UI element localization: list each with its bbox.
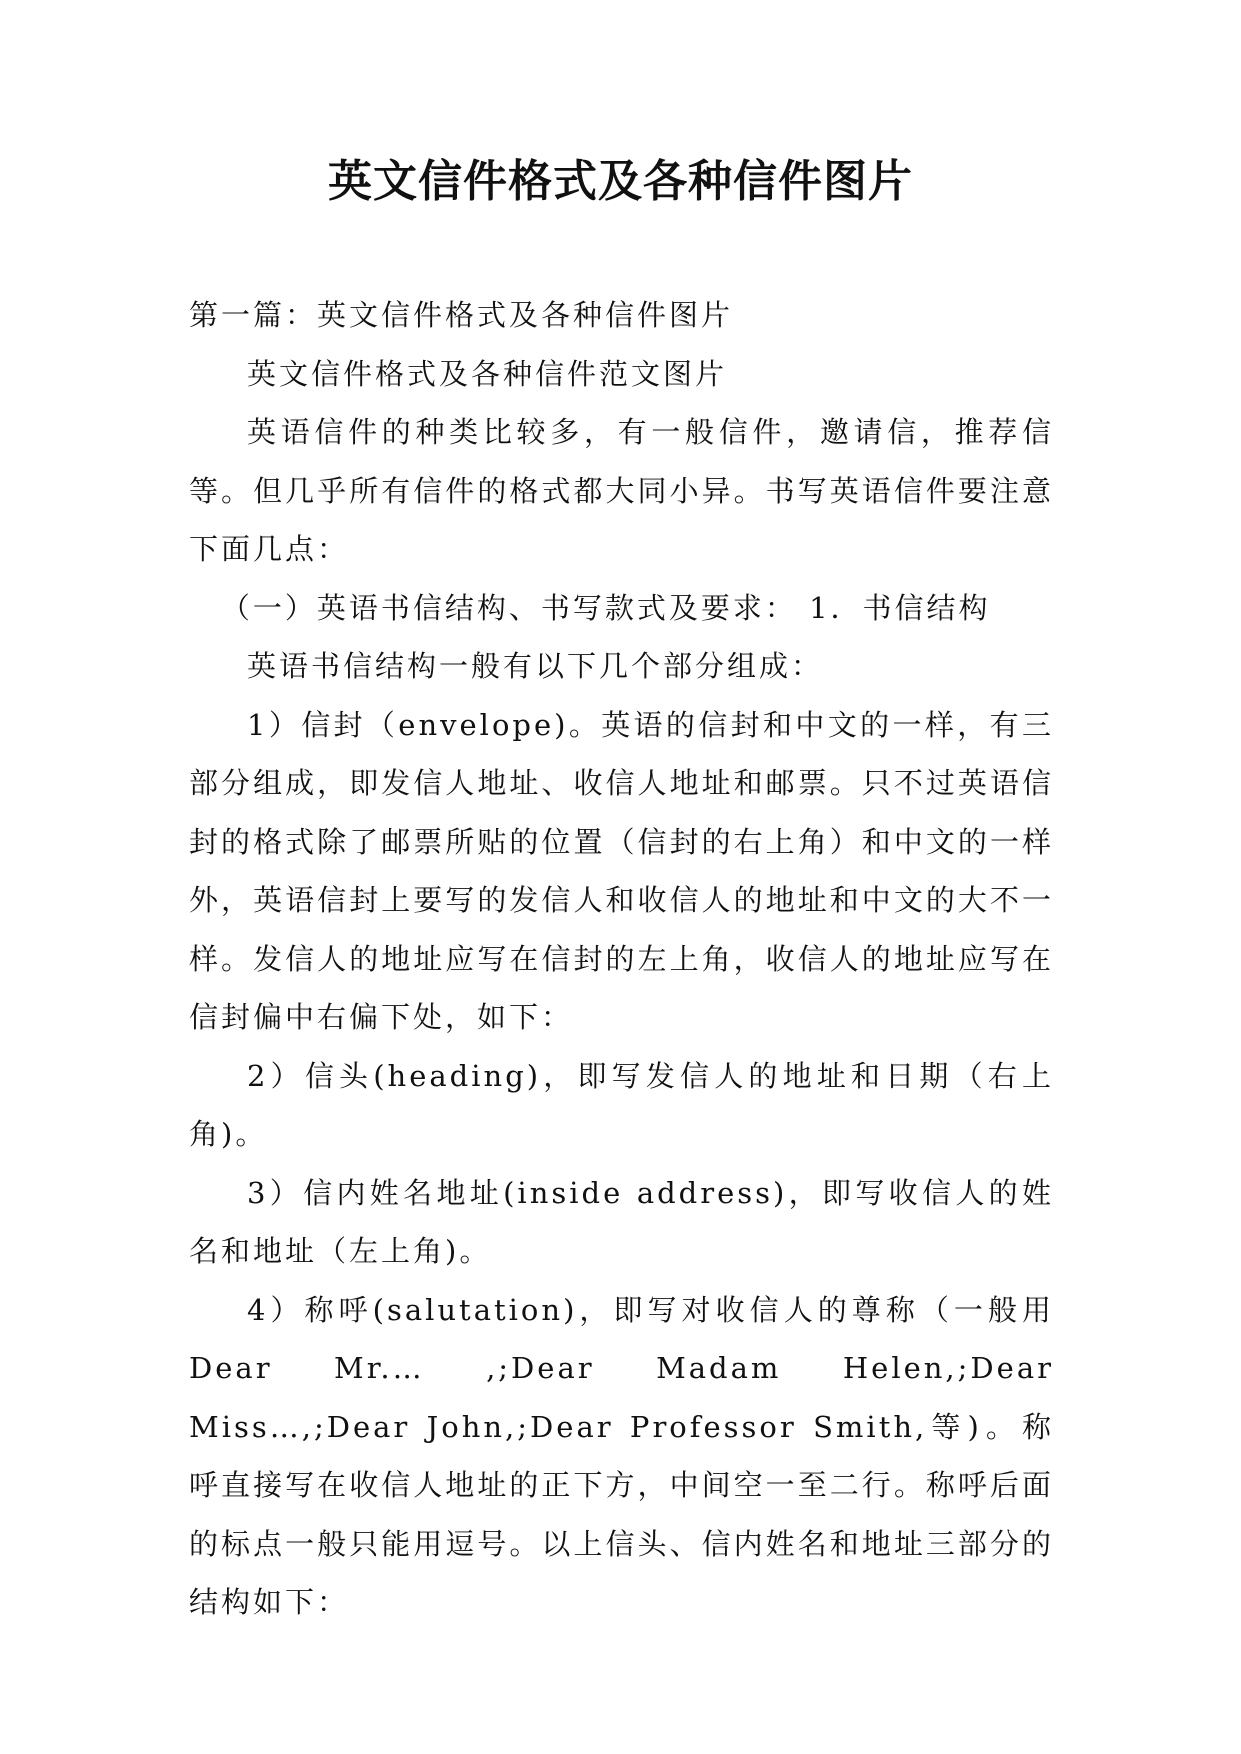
- paragraph-chapter-heading: 第一篇：英文信件格式及各种信件图片: [189, 298, 734, 332]
- paragraph-salutation: 4）称呼(salutation)，即写对收信人的尊称（一般用Dear Mr.… ,;Dear Madam Helen,;Dear Miss…,;Dear John,;Dear Professor Smith,等)。称呼直接写在收信人地址的正下方，中间空一至二行。称呼后面的标点一般只能用逗号。以上信头、信内姓名和地址三部分的结构如下：: [189, 1292, 1054, 1619]
- paragraph-heading: 2）信头(heading)，即写发信人的地址和日期（右上角)。: [189, 1058, 1054, 1151]
- paragraph-inside-address: 3）信内姓名地址(inside address)，即写收信人的姓名和地址（左上角)。: [189, 1175, 1054, 1268]
- paragraph-subtitle: 英文信件格式及各种信件范文图片: [247, 356, 728, 391]
- paragraph-structure-intro: 英语书信结构一般有以下几个部分组成：: [247, 649, 824, 683]
- paragraph-intro: 英语信件的种类比较多，有一般信件，邀请信，推荐信等。但几乎所有信件的格式都大同小异。书写英语信件要注意下面几点：: [189, 415, 1054, 566]
- paragraph-envelope: 1）信封（envelope)。英语的信封和中文的一样，有三部分组成，即发信人地址、收信人地址和邮票。只不过英语信封的格式除了邮票所贴的位置（信封的右上角）和中文的一样外，英语信封上要写的发信人和收信人的地址和中文的大不一样。发信人的地址应写在信封的左上角，收信人的地址应写在信封偏中右偏下处，如下：: [189, 707, 1054, 1034]
- paragraph-section-heading: （一）英语书信结构、书写款式及要求： 1．书信结构: [220, 590, 991, 625]
- document-body: [189, 286, 1054, 1632]
- document-title: 英文信件格式及各种信件图片: [328, 156, 913, 207]
